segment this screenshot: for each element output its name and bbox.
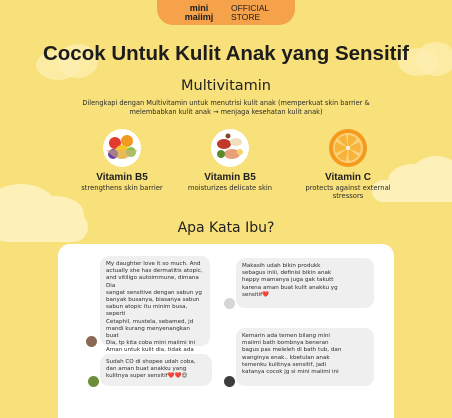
food-plate-icon bbox=[210, 128, 250, 168]
official-store-label: OFFICIAL STORE bbox=[231, 2, 270, 22]
review-bubble: My daughter love it so much. And actually she has dermatitis atopic, and vitiligo autoimmune, dimana Dia sangat sensitive dengan sabun yg banyak busanya, biasanya sabun sabun atopic itu minim busa, seperti Cetaphil, mustela, sebamed, jd mandi kurang menyenangkan buat Dia, tp kita coba mini maiimi ini Aman untuk kulit dia, tidak ada bbox=[100, 256, 210, 346]
review-bubble: Makasih udah bikin produkk sebagus iniii, definisi bikin anak happy mamanya juga gak takutt karena aman buat kulit anakku yg sensitif❤️ bbox=[236, 258, 374, 308]
vitamin-name: Vitamin B5 bbox=[96, 172, 148, 183]
store-logo[interactable] bbox=[157, 0, 295, 25]
vitamin-card-b5-barrier bbox=[62, 128, 182, 192]
vitamin-benefit: strengthens skin barrier bbox=[81, 184, 163, 192]
vitamin-benefit: moisturizes delicate skin bbox=[187, 184, 273, 192]
reviewer-avatar bbox=[86, 336, 97, 347]
orange-slice-icon bbox=[328, 128, 368, 168]
vitamin-name: Vitamin B5 bbox=[204, 172, 256, 183]
page-title: Cocok Untuk Kulit Anak yang Sensitif bbox=[42, 42, 409, 65]
review-bubble: Sudah CO di shopee udah coba, dan aman buat anakku yang kulitnya super sensitif❤️❤️😍 bbox=[100, 354, 212, 386]
vitamin-card-c bbox=[288, 128, 408, 200]
vitamin-card-b5-moisture bbox=[170, 128, 290, 192]
vitamin-benefit: protects against external stressors bbox=[305, 184, 391, 200]
reviewer-avatar bbox=[88, 376, 99, 387]
multivitamin-description: Dilengkapi dengan Multivitamin untuk menutrisi kulit anak (memperkuat skin barrier & melembabkan kulit anak → menjaga kesehatan kulit anak) bbox=[82, 99, 370, 116]
reviewer-avatar bbox=[224, 298, 235, 309]
vitamin-name: Vitamin C bbox=[325, 172, 371, 183]
reviews-title: Apa Kata Ibu? bbox=[177, 220, 275, 236]
reviewer-avatar bbox=[224, 376, 235, 387]
multivitamin-title: Multivitamin bbox=[181, 78, 271, 94]
brand-logo-text: mini maiimj bbox=[184, 2, 214, 22]
fruits-bowl-icon bbox=[102, 128, 142, 168]
reviews-panel bbox=[58, 244, 394, 418]
review-bubble: Kemarin ada temen bilang mini maiimi bath bombnya beneran bagus pas meleleh di bath tub, dan wanginya enak.. kbetulan anak temenku kulitnya sensitif, jadi katanya cocok jg si mini maiimi ini bbox=[236, 328, 374, 386]
